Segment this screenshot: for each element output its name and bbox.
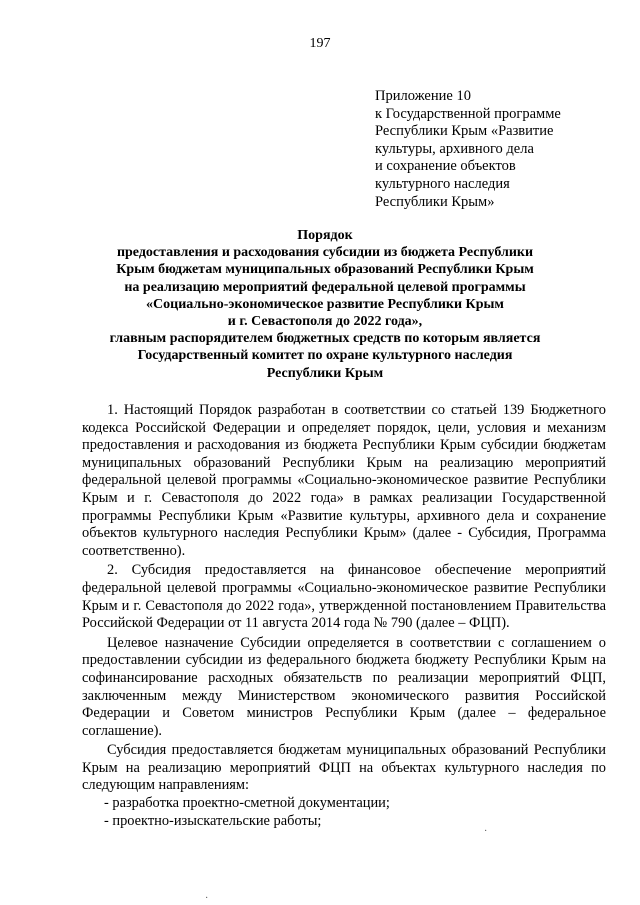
document-title	[60, 227, 590, 382]
title-line: Республики Крым	[266, 365, 384, 381]
paragraph: 1. Настоящий Порядок разработан в соответствии со статьей 139 Бюджетного кодекса Российской Федерации и определяет порядок, цели, условия и механизм предоставления и расходования из бюджета Республики Крым субсидии бюджетам муниципальных образований Республики Крым на реализацию мероприятий федеральной целевой программы «Социально-экономическое развитие Республики Крым и г. Севастополя до 2022 года» в рамках реализации Государственной программы Республики Крым «Развитие культуры, архивного дела и сохранение объектов культурного наследия Республики Крым» (далее - Субсидия, Программа соответственно).	[82, 402, 606, 559]
title-line: Крым бюджетам муниципальных образований Республики Крым	[116, 262, 534, 278]
title-line: главным распорядителем бюджетных средств по которым является	[109, 331, 541, 347]
scan-speck: ·	[484, 826, 488, 837]
title-line: «Социально-экономическое развитие Республики Крым	[146, 296, 504, 312]
list-item: - разработка проектно-сметной документации;	[104, 795, 390, 812]
scan-speck: ·	[205, 893, 209, 904]
title-line: предоставления и расходования субсидии из бюджета Республики	[116, 245, 534, 261]
appendix-line: Республики Крым «Развитие	[375, 123, 554, 140]
title-line: Государственный комитет по охране культурного наследия	[137, 348, 513, 364]
appendix-line: Приложение 10	[375, 88, 471, 104]
page-number: 197	[309, 36, 331, 51]
paragraph: Целевое назначение Субсидии определяется в соответствии с соглашением о предоставлении субсидии из федерального бюджета бюджету Республики Крым на софинансирование расходных обязательств по реализации мероприятий ФЦП, заключенным между Министерством экономического развития Российской Федерации и Советом министров Республики Крым (далее – федеральное соглашение).	[82, 634, 606, 739]
appendix-line: Республики Крым»	[375, 193, 495, 210]
title-line: на реализацию мероприятий федеральной целевой программы	[124, 279, 526, 295]
appendix-block	[375, 88, 625, 211]
appendix-line: культурного наследия	[375, 175, 510, 192]
appendix-line: культуры, архивного дела	[375, 140, 534, 157]
document-body	[82, 402, 606, 830]
title-line: Порядок	[297, 228, 353, 243]
paragraph: Субсидия предоставляется бюджетам муниципальных образований Республики Крым на реализацию мероприятий ФЦП на объектах культурного наследия по следующим направлениям:	[82, 742, 606, 794]
appendix-line: к Государственной программе	[375, 105, 561, 122]
appendix-line: и сохранение объектов	[375, 158, 516, 175]
list-item: - проектно-изыскательские работы;	[104, 812, 322, 829]
paragraph: 2. Субсидия предоставляется на финансовое обеспечение мероприятий федеральной целевой программы «Социально-экономическое развитие Республики Крым и г. Севастополя до 2022 года», утвержденной постановлением Правительства Российской Федерации от 11 августа 2014 года № 790 (далее – ФЦП).	[82, 562, 606, 632]
title-line: и г. Севастополя до 2022 года»,	[227, 314, 423, 330]
